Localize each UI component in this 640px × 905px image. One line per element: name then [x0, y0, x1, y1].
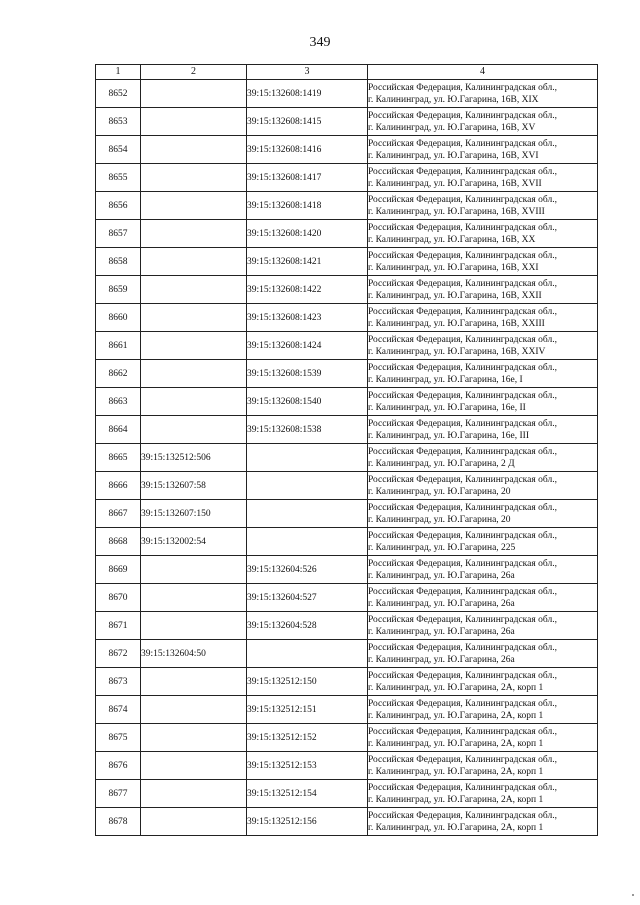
- address-line-2: г. Калининград, ул. Ю.Гагарина, 16В, XIX: [368, 94, 539, 105]
- land-cadastral-number-cell: 39:15:132002:54: [141, 528, 247, 556]
- premises-cadastral-number-cell: 39:15:132608:1415: [247, 108, 368, 136]
- premises-cadastral-number-cell: 39:15:132512:154: [247, 780, 368, 808]
- land-cadastral-number-cell: 39:15:132607:58: [141, 472, 247, 500]
- table-row: [96, 388, 598, 416]
- land-cadastral-number-cell: [141, 668, 247, 696]
- table-row: [96, 108, 598, 136]
- land-cadastral-number-cell: [141, 164, 247, 192]
- address-line-2: г. Калининград, ул. Ю.Гагарина, 26а: [368, 598, 515, 609]
- address-line-2: г. Калининград, ул. Ю.Гагарина, 26а: [368, 570, 515, 581]
- table-row: [96, 304, 598, 332]
- table-row: [96, 416, 598, 444]
- premises-cadastral-number-cell: 39:15:132608:1420: [247, 220, 368, 248]
- premises-cadastral-number-cell: 39:15:132512:150: [247, 668, 368, 696]
- address-cell: [368, 388, 598, 416]
- address-cell: [368, 640, 598, 668]
- address-cell: [368, 192, 598, 220]
- premises-cadastral-number-cell: 39:15:132608:1419: [247, 80, 368, 108]
- premises-cadastral-number-cell: 39:15:132608:1416: [247, 136, 368, 164]
- table-row: [96, 668, 598, 696]
- row-number-cell: 8669: [96, 556, 141, 584]
- row-number-cell: 8654: [96, 136, 141, 164]
- address-line-2: г. Калининград, ул. Ю.Гагарина, 2А, корп 1: [368, 710, 544, 721]
- table-body: [96, 80, 598, 836]
- address-line-1: Российская Федерация, Калининградская обл.,: [368, 530, 557, 541]
- land-cadastral-number-cell: [141, 808, 247, 836]
- land-cadastral-number-cell: 39:15:132607:150: [141, 500, 247, 528]
- row-number-cell: 8661: [96, 332, 141, 360]
- address-line-1: Российская Федерация, Калининградская обл.,: [368, 334, 557, 345]
- address-cell: [368, 164, 598, 192]
- address-line-2: г. Калининград, ул. Ю.Гагарина, 16В, XXIV: [368, 346, 546, 357]
- address-cell: [368, 360, 598, 388]
- table-header: [96, 65, 598, 80]
- address-line-2: г. Калининград, ул. Ю.Гагарина, 16е, III: [368, 430, 529, 441]
- premises-cadastral-number-cell: 39:15:132608:1540: [247, 388, 368, 416]
- address-cell: [368, 136, 598, 164]
- scan-speck: [632, 894, 634, 896]
- row-number-cell: 8665: [96, 444, 141, 472]
- premises-cadastral-number-cell: [247, 640, 368, 668]
- premises-cadastral-number-cell: 39:15:132604:527: [247, 584, 368, 612]
- land-cadastral-number-cell: [141, 556, 247, 584]
- premises-cadastral-number-cell: [247, 472, 368, 500]
- registry-table: [95, 64, 598, 836]
- table-row: [96, 724, 598, 752]
- address-line-1: Российская Федерация, Калининградская обл.,: [368, 166, 557, 177]
- address-line-1: Российская Федерация, Калининградская обл.,: [368, 474, 557, 485]
- table-row: [96, 612, 598, 640]
- address-line-2: г. Калининград, ул. Ю.Гагарина, 2А, корп 1: [368, 822, 544, 833]
- address-line-1: Российская Федерация, Калининградская обл.,: [368, 502, 557, 513]
- address-line-2: г. Калининград, ул. Ю.Гагарина, 26а: [368, 626, 515, 637]
- row-number-cell: 8662: [96, 360, 141, 388]
- table-row: [96, 332, 598, 360]
- premises-cadastral-number-cell: 39:15:132608:1539: [247, 360, 368, 388]
- table-row: [96, 640, 598, 668]
- address-line-1: Российская Федерация, Калининградская обл.,: [368, 82, 557, 93]
- land-cadastral-number-cell: [141, 612, 247, 640]
- row-number-cell: 8656: [96, 192, 141, 220]
- column-header-3: 3: [247, 65, 368, 80]
- column-header-4: 4: [368, 65, 598, 80]
- address-line-1: Российская Федерация, Калининградская обл.,: [368, 362, 557, 373]
- row-number-cell: 8674: [96, 696, 141, 724]
- address-line-1: Российская Федерация, Калининградская обл.,: [368, 222, 557, 233]
- land-cadastral-number-cell: [141, 388, 247, 416]
- table-row: [96, 136, 598, 164]
- address-cell: [368, 108, 598, 136]
- address-line-1: Российская Федерация, Калининградская обл.,: [368, 586, 557, 597]
- table-row: [96, 780, 598, 808]
- row-number-cell: 8663: [96, 388, 141, 416]
- land-cadastral-number-cell: [141, 360, 247, 388]
- row-number-cell: 8657: [96, 220, 141, 248]
- premises-cadastral-number-cell: 39:15:132608:1417: [247, 164, 368, 192]
- address-line-1: Российская Федерация, Калининградская обл.,: [368, 138, 557, 149]
- row-number-cell: 8677: [96, 780, 141, 808]
- land-cadastral-number-cell: [141, 780, 247, 808]
- address-line-1: Российская Федерация, Калининградская обл.,: [368, 670, 557, 681]
- address-cell: [368, 220, 598, 248]
- address-cell: [368, 752, 598, 780]
- address-line-2: г. Калининград, ул. Ю.Гагарина, 26а: [368, 654, 515, 665]
- address-cell: [368, 276, 598, 304]
- premises-cadastral-number-cell: 39:15:132512:156: [247, 808, 368, 836]
- address-line-1: Российская Федерация, Калининградская обл.,: [368, 278, 557, 289]
- address-cell: [368, 808, 598, 836]
- address-cell: [368, 696, 598, 724]
- table-row: [96, 584, 598, 612]
- land-cadastral-number-cell: [141, 416, 247, 444]
- address-cell: [368, 584, 598, 612]
- land-cadastral-number-cell: [141, 584, 247, 612]
- address-line-1: Российская Федерация, Калининградская обл.,: [368, 558, 557, 569]
- header-row: [96, 65, 598, 80]
- address-line-1: Российская Федерация, Калининградская обл.,: [368, 698, 557, 709]
- land-cadastral-number-cell: [141, 108, 247, 136]
- row-number-cell: 8667: [96, 500, 141, 528]
- address-cell: [368, 248, 598, 276]
- row-number-cell: 8653: [96, 108, 141, 136]
- land-cadastral-number-cell: 39:15:132604:50: [141, 640, 247, 668]
- premises-cadastral-number-cell: [247, 528, 368, 556]
- premises-cadastral-number-cell: 39:15:132512:153: [247, 752, 368, 780]
- row-number-cell: 8670: [96, 584, 141, 612]
- row-number-cell: 8678: [96, 808, 141, 836]
- address-line-2: г. Калининград, ул. Ю.Гагарина, 20: [368, 486, 511, 497]
- table-row: [96, 192, 598, 220]
- address-line-2: г. Калининград, ул. Ю.Гагарина, 16В, XVI: [368, 150, 539, 161]
- table-row: [96, 500, 598, 528]
- row-number-cell: 8652: [96, 80, 141, 108]
- table-row: [96, 248, 598, 276]
- row-number-cell: 8671: [96, 612, 141, 640]
- address-line-1: Российская Федерация, Калининградская обл.,: [368, 110, 557, 121]
- address-cell: [368, 500, 598, 528]
- address-line-2: г. Калининград, ул. Ю.Гагарина, 2А, корп 1: [368, 738, 544, 749]
- address-line-1: Российская Федерация, Калининградская обл.,: [368, 782, 557, 793]
- address-line-2: г. Калининград, ул. Ю.Гагарина, 2А, корп 1: [368, 766, 544, 777]
- address-line-1: Российская Федерация, Калининградская обл.,: [368, 390, 557, 401]
- row-number-cell: 8658: [96, 248, 141, 276]
- address-line-2: г. Калининград, ул. Ю.Гагарина, 2 Д: [368, 458, 515, 469]
- address-line-2: г. Калининград, ул. Ю.Гагарина, 16В, XX: [368, 234, 536, 245]
- column-header-2: 2: [141, 65, 247, 80]
- address-line-2: г. Калининград, ул. Ю.Гагарина, 16В, XVII: [368, 178, 542, 189]
- premises-cadastral-number-cell: [247, 444, 368, 472]
- address-line-2: г. Калининград, ул. Ю.Гагарина, 20: [368, 514, 511, 525]
- premises-cadastral-number-cell: 39:15:132608:1538: [247, 416, 368, 444]
- land-cadastral-number-cell: [141, 752, 247, 780]
- address-line-2: г. Калининград, ул. Ю.Гагарина, 16В, XXIII: [368, 318, 545, 329]
- table-row: [96, 752, 598, 780]
- table-row: [96, 808, 598, 836]
- address-line-2: г. Калининград, ул. Ю.Гагарина, 16е, I: [368, 374, 523, 385]
- land-cadastral-number-cell: 39:15:132512:506: [141, 444, 247, 472]
- premises-cadastral-number-cell: 39:15:132608:1423: [247, 304, 368, 332]
- address-line-1: Российская Федерация, Калининградская обл.,: [368, 754, 557, 765]
- land-cadastral-number-cell: [141, 276, 247, 304]
- land-cadastral-number-cell: [141, 696, 247, 724]
- table-row: [96, 276, 598, 304]
- land-cadastral-number-cell: [141, 220, 247, 248]
- land-cadastral-number-cell: [141, 248, 247, 276]
- table-row: [96, 528, 598, 556]
- premises-cadastral-number-cell: 39:15:132608:1418: [247, 192, 368, 220]
- address-line-2: г. Калининград, ул. Ю.Гагарина, 16е, II: [368, 402, 526, 413]
- address-line-1: Российская Федерация, Калининградская обл.,: [368, 306, 557, 317]
- premises-cadastral-number-cell: 39:15:132608:1422: [247, 276, 368, 304]
- address-line-1: Российская Федерация, Калининградская обл.,: [368, 810, 557, 821]
- address-cell: [368, 612, 598, 640]
- row-number-cell: 8676: [96, 752, 141, 780]
- row-number-cell: 8672: [96, 640, 141, 668]
- table-row: [96, 164, 598, 192]
- land-cadastral-number-cell: [141, 332, 247, 360]
- page-number: 349: [309, 35, 331, 50]
- address-line-1: Российская Федерация, Калининградская обл.,: [368, 642, 557, 653]
- premises-cadastral-number-cell: 39:15:132512:152: [247, 724, 368, 752]
- land-cadastral-number-cell: [141, 80, 247, 108]
- address-line-1: Российская Федерация, Калининградская обл.,: [368, 726, 557, 737]
- address-line-1: Российская Федерация, Калининградская обл.,: [368, 614, 557, 625]
- table-row: [96, 444, 598, 472]
- address-cell: [368, 444, 598, 472]
- row-number-cell: 8675: [96, 724, 141, 752]
- premises-cadastral-number-cell: [247, 500, 368, 528]
- address-line-2: г. Калининград, ул. Ю.Гагарина, 225: [368, 542, 516, 553]
- address-line-1: Российская Федерация, Калининградская обл.,: [368, 418, 557, 429]
- address-line-2: г. Калининград, ул. Ю.Гагарина, 16В, XVIII: [368, 206, 545, 217]
- table-row: [96, 556, 598, 584]
- address-line-1: Российская Федерация, Калининградская обл.,: [368, 194, 557, 205]
- table-row: [96, 696, 598, 724]
- address-cell: [368, 472, 598, 500]
- address-line-2: г. Калининград, ул. Ю.Гагарина, 2А, корп 1: [368, 794, 544, 805]
- row-number-cell: 8666: [96, 472, 141, 500]
- land-cadastral-number-cell: [141, 304, 247, 332]
- column-header-1: 1: [96, 65, 141, 80]
- row-number-cell: 8664: [96, 416, 141, 444]
- premises-cadastral-number-cell: 39:15:132608:1421: [247, 248, 368, 276]
- address-cell: [368, 332, 598, 360]
- land-cadastral-number-cell: [141, 724, 247, 752]
- address-cell: [368, 80, 598, 108]
- address-line-2: г. Калининград, ул. Ю.Гагарина, 16В, XXII: [368, 290, 542, 301]
- address-line-2: г. Калининград, ул. Ю.Гагарина, 16В, XXI: [368, 262, 539, 273]
- premises-cadastral-number-cell: 39:15:132604:528: [247, 612, 368, 640]
- address-cell: [368, 416, 598, 444]
- address-cell: [368, 556, 598, 584]
- address-cell: [368, 668, 598, 696]
- row-number-cell: 8659: [96, 276, 141, 304]
- table-row: [96, 220, 598, 248]
- address-cell: [368, 724, 598, 752]
- address-line-1: Российская Федерация, Калининградская обл.,: [368, 446, 557, 457]
- row-number-cell: 8655: [96, 164, 141, 192]
- row-number-cell: 8668: [96, 528, 141, 556]
- table-row: [96, 472, 598, 500]
- address-line-2: г. Калининград, ул. Ю.Гагарина, 16В, XV: [368, 122, 536, 133]
- address-cell: [368, 780, 598, 808]
- address-line-1: Российская Федерация, Калининградская обл.,: [368, 250, 557, 261]
- table-row: [96, 80, 598, 108]
- address-cell: [368, 304, 598, 332]
- row-number-cell: 8673: [96, 668, 141, 696]
- premises-cadastral-number-cell: 39:15:132512:151: [247, 696, 368, 724]
- land-cadastral-number-cell: [141, 192, 247, 220]
- address-line-2: г. Калининград, ул. Ю.Гагарина, 2А, корп 1: [368, 682, 544, 693]
- premises-cadastral-number-cell: 39:15:132604:526: [247, 556, 368, 584]
- row-number-cell: 8660: [96, 304, 141, 332]
- premises-cadastral-number-cell: 39:15:132608:1424: [247, 332, 368, 360]
- table-row: [96, 360, 598, 388]
- land-cadastral-number-cell: [141, 136, 247, 164]
- address-cell: [368, 528, 598, 556]
